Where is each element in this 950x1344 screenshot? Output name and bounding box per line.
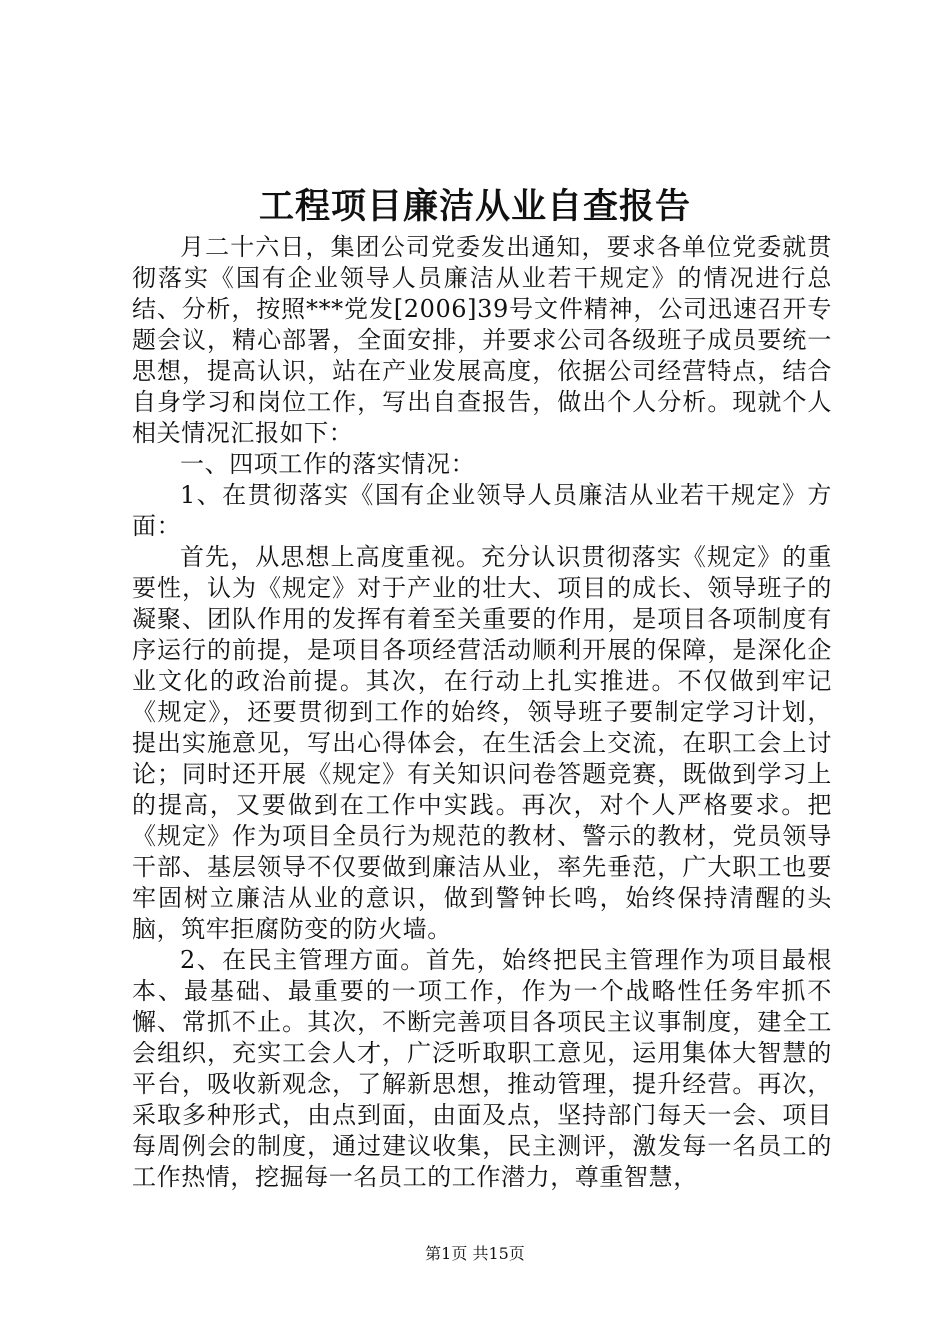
subsection-heading-1: 1、在贯彻落实《国有企业领导人员廉洁从业若干规定》方面： <box>132 481 832 540</box>
paragraph-democratic-management: 2、在民主管理方面。首先，始终把民主管理作为项目最根本、最基础、最重要的一项工作，作为一个战略性任务牢抓不懈、常抓不止。其次，不断完善项目各项民主议事制度，建全工会组织，充实工会人才，广泛听取职工意见，运用集体大智慧的平台，吸收新观念，了解新思想，推动管理，提升经营。再次，采取多种形式，由点到面，由面及点，坚持部门每天一会、项目每周例会的制度，通过建议收集，民主测评，激发每一名员工的工作热情，挖掘每一名员工的工作潜力，尊重智慧， <box>132 946 832 1191</box>
document-body <box>132 232 832 1193</box>
section-heading-1: 一、四项工作的落实情况： <box>180 450 476 478</box>
paragraph-intro: 月二十六日，集团公司党委发出通知，要求各单位党委就贯彻落实《国有企业领导人员廉洁从业若干规定》的情况进行总结、分析，按照***党发[2006]39号文件精神，公司迅速召开专题会议，精心部署，全面安排，并要求公司各级班子成员要统一思想，提高认识，站在产业发展高度，依据公司经营特点，结合自身学习和岗位工作，写出自查报告，做出个人分析。现就个人相关情况汇报如下： <box>132 233 832 447</box>
paragraph-regulation: 首先，从思想上高度重视。充分认识贯彻落实《规定》的重要性，认为《规定》对于产业的壮大、项目的成长、领导班子的凝聚、团队作用的发挥有着至关重要的作用，是项目各项制度有序运行的前提，是项目各项经营活动顺利开展的保障，是深化企业文化的政治前提。其次，在行动上扎实推进。不仅做到牢记《规定》，还要贯彻到工作的始终，领导班子要制定学习计划，提出实施意见，写出心得体会，在生活会上交流，在职工会上讨论；同时还开展《规定》有关知识问卷答题竞赛，既做到学习上的提高，又要做到在工作中实践。再次，对个人严格要求。把《规定》作为项目全员行为规范的教材、警示的教材，党员领导干部、基层领导不仅要做到廉洁从业，率先垂范，广大职工也要牢固树立廉洁从业的意识，做到警钟长鸣，始终保持清醒的头脑，筑牢拒腐防变的防火墙。 <box>132 543 832 943</box>
document-title: 工程项目廉洁从业自查报告 <box>258 186 691 227</box>
page-number-footer: 第1页 共15页 <box>425 1244 525 1263</box>
